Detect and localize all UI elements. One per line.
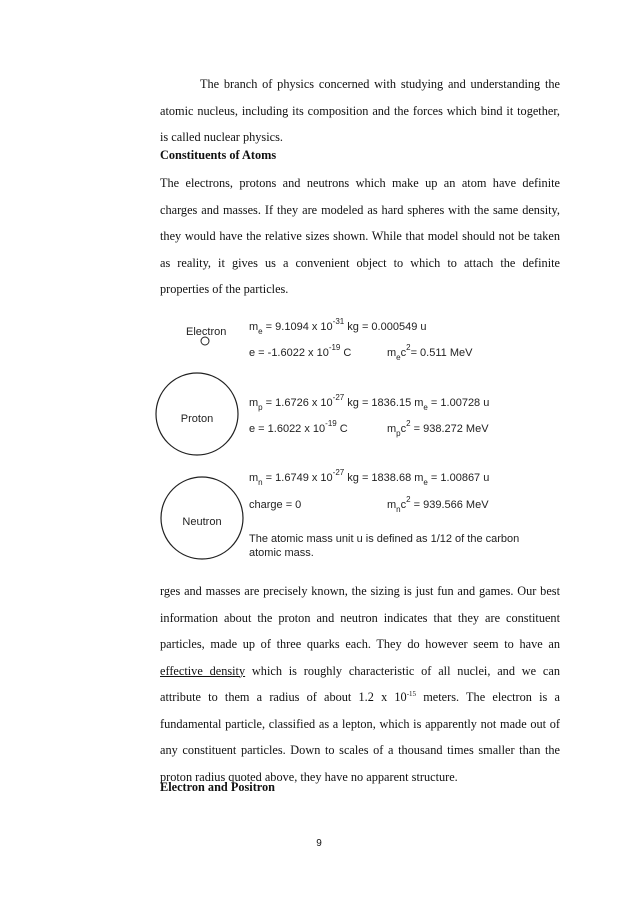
amu-note-line2: atomic mass. <box>249 547 314 559</box>
amu-note-line1: The atomic mass unit u is defined as 1/12 of the carbon <box>249 533 520 545</box>
page-number: 9 <box>316 838 322 849</box>
neutron-charge: charge = 0 <box>249 499 302 511</box>
section-heading-constituents: Constituents of Atoms <box>160 148 277 162</box>
electron-mass: $m_e = 9.1094$ x $10^{-31}$ kg = 0.000549 u <box>249 317 427 336</box>
proton-label: Proton <box>180 413 214 425</box>
neutron-rest-energy: $m_nc^2 = 939.566$ MeV <box>387 495 489 514</box>
electron-sphere <box>201 337 209 345</box>
constituents-paragraph: The electrons, protons and neutrons which make up an atom have definite charges and masses. If they are modeled as hard spheres with the same density, they would have the relative sizes shown. While that model should not be taken as reality, it gives us a convenient object to which to attach the definite properties of the particles. <box>160 176 560 296</box>
effective-density-link[interactable]: effective density <box>160 663 246 678</box>
particle-figure <box>155 298 555 573</box>
proton-mass: $m_p = 1.6726$ x $10^{-27}$ kg = 1836.15 $m_e = 1.00728$ u <box>249 393 490 412</box>
electron-charge: e = -1.6022 x $10^{-19}$ C <box>249 343 352 359</box>
intro-paragraph: The branch of physics concerned with studying and understanding the atomic nucleus, including its composition and the forces which bind it together, is called nuclear physics. <box>160 77 560 144</box>
neutron-label: Neutron <box>182 516 222 528</box>
proton-charge: e = 1.6022 x $10^{-19}$ C <box>249 419 348 435</box>
neutron-mass: $m_n = 1.6749$ x $10^{-27}$ kg = 1838.68 $m_e = 1.00867$ u <box>249 468 490 487</box>
proton-rest-energy: $m_pc^2 = 938.272$ MeV <box>387 419 489 438</box>
electron-rest-energy: $m_ec^2= 0.511$ MeV <box>387 343 473 362</box>
section-heading-electron-positron: Electron and Positron <box>160 780 276 794</box>
particles-paragraph: rges and masses are precisely known, the sizing is just fun and games. Our best information about the proton and neutron indicates that they are constituent particles, made up of three quarks each. They do however seem to have an effective density which is roughly characteristic of all nuclei, and we can attribute to them a radius of about 1.2 x $10^{-15}$ meters. The electron is a fundamental particle, classified as a lepton, which is apparently not made out of any constituent particles. Down to scales of a thousand times smaller than the proton radius quoted above, they have no apparent structure. <box>160 584 560 784</box>
electron-label: Electron <box>186 326 227 338</box>
